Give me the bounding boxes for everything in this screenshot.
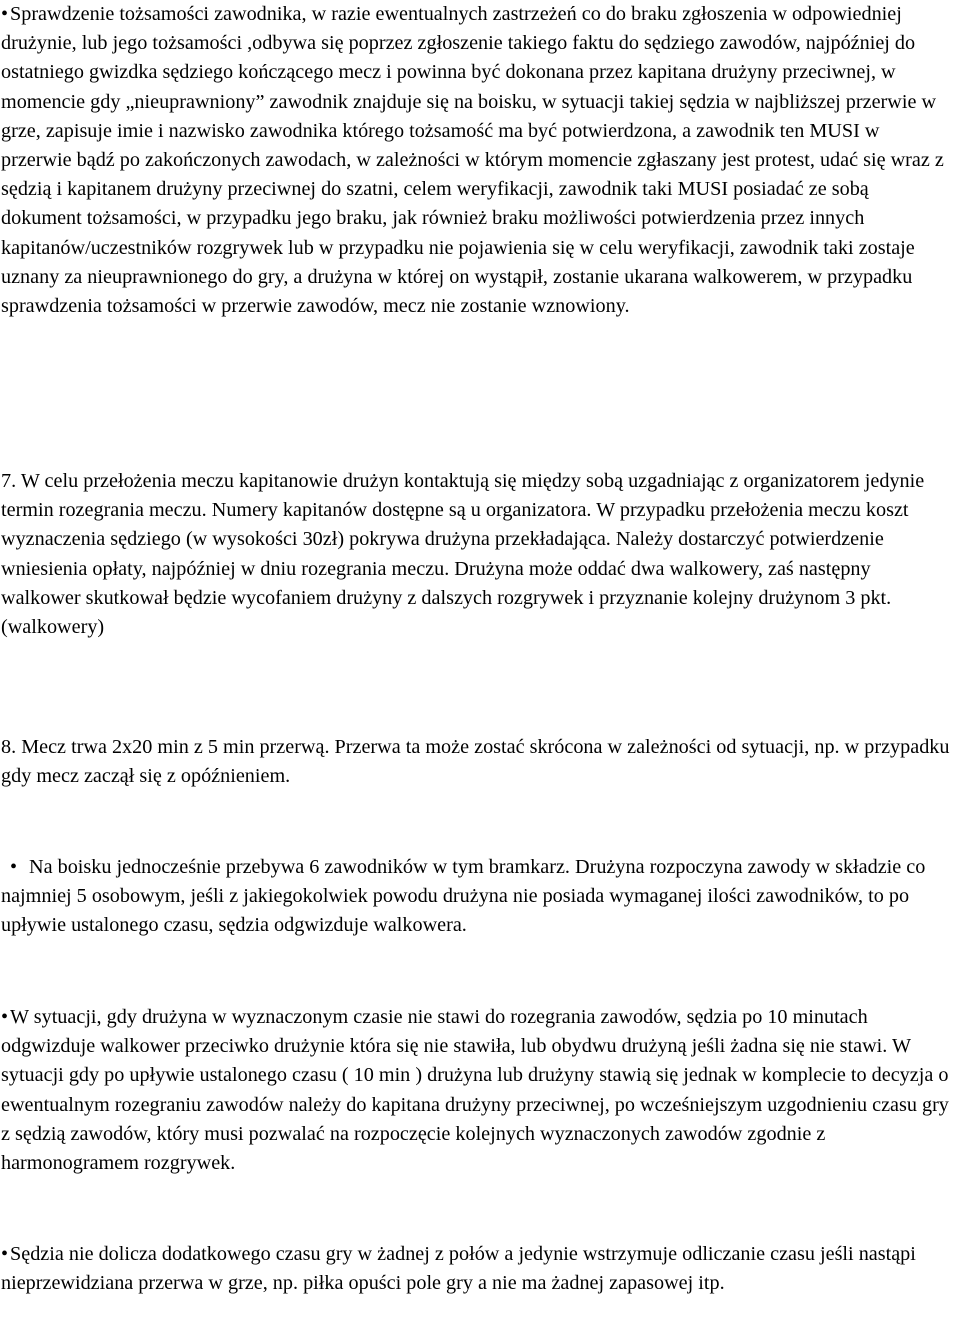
bullet-icon: • — [1, 1243, 9, 1265]
paragraph-8-match-duration: 8. Mecz trwa 2x20 min z 5 min przerwą. Przerwa ta może zostać skrócona w zależności od sytuacji, np. w przypadku gdy mecz zaczął się z opóźnieniem. — [1, 736, 950, 788]
bullet-item-players-on-field — [1, 853, 954, 941]
bullet-text: Na boisku jednocześnie przebywa 6 zawodników w tym bramkarz. Drużyna rozpoczyna zawody w składzie co najmniej 5 osobowym, jeśli z jakiegokolwiek powodu drużyna nie posiada wymaganej ilości zawodników, to po upływie ustalonego czasu, sędzia odgwizduje walkowera. — [1, 856, 926, 937]
bullet-icon: • — [10, 856, 18, 878]
paragraph-identity-verification — [1, 0, 954, 321]
bullet-icon: • — [1, 3, 9, 25]
bullet-text: Sędzia nie dolicza dodatkowego czasu gry w żadnej z połów a jedynie wstrzymuje odliczanie czasu jeśli nastąpi nieprzewidziana przerwa w grze, np. piłka opuści pole gry a nie ma żadnej zapasowej itp. — [1, 1243, 916, 1295]
bullet-item-no-added-time — [1, 1240, 954, 1298]
bullet-item-team-no-show — [1, 1003, 954, 1178]
bullet-icon: • — [1, 1006, 9, 1028]
paragraph-7-match-postponement: 7. W celu przełożenia meczu kapitanowie drużyn kontaktują się między sobą uzgadniając z organizatorem jedynie termin rozegrania meczu. Numery kapitanów dostępne są u organizatora. W przypadku przełożenia meczu koszt wyznaczenia sędziego (w wysokości 30zł) pokrywa drużyna przekładająca. Należy dostarczyć potwierdzenie wniesienia opłaty, najpóźniej w dniu rozegrania meczu. Drużyna może oddać dwa walkowery, zaś następny walkower skutkował będzie wycofaniem drużyny z dalszych rozgrywek i przyznanie kolejny drużynom 3 pkt. (walkowery) — [1, 470, 925, 639]
bullet-text: W sytuacji, gdy drużyna w wyznaczonym czasie nie stawi do rozegrania zawodów, sędzia po 10 minutach odgwizduje walkower przeciwko drużynie która się nie stawiła, lub obydwu drużyną jeśli żadna się nie stawi. W sytuacji gdy po upływie ustalonego czasu ( 10 min ) drużyna lub drużyny stawią się jednak w komplecie to decyzja o ewentualnym rozegraniu zawodów należy do kapitana drużyny przeciwnej, po wcześniejszym uzgodnieniu czasu gry z sędzią zawodów, który musi pozwalać na rozpoczęcie kolejnych wyznaczonych zawodów zgodnie z harmonogramem rozgrywek. — [1, 1006, 949, 1175]
paragraph-text: Sprawdzenie tożsamości zawodnika, w razie ewentualnych zastrzeżeń co do braku zgłoszenia w odpowiedniej drużynie, lub jego tożsamości ,odbywa się poprzez zgłoszenie takiego faktu do sędziego zawodów, najpóźniej do ostatniego gwizdka sędziego kończącego mecz i powinna być dokonana przez kapitana drużyny przeciwnej, w momencie gdy „nieuprawniony” zawodnik znajduje się na boisku, w sytuacji takiej sędzia w najbliższej przerwie w grze, zapisuje imie i nazwisko zawodnika którego tożsamość ma być potwierdzona, a zawodnik ten MUSI w przerwie bądź po zakończonych zawodach, w zależności w którym momencie zgłaszany jest protest, udać się wraz z sędzią i kapitanem drużyny przeciwnej do szatni, celem weryfikacji, zawodnik taki MUSI posiadać ze sobą dokument tożsamości, w przypadku jego braku, jak również braku możliwości potwierdzenia przez innych kapitanów/uczestników rozgrywek lub w przypadku nie pojawienia się w celu weryfikacji, zawodnik taki zostaje uznany za nieuprawnionego do gry, a drużyna w której on wystąpił, zostanie ukarana walkowerem, w przypadku sprawdzenia tożsamości w przerwie zawodów, mecz nie zostanie wznowiony. — [1, 3, 944, 318]
